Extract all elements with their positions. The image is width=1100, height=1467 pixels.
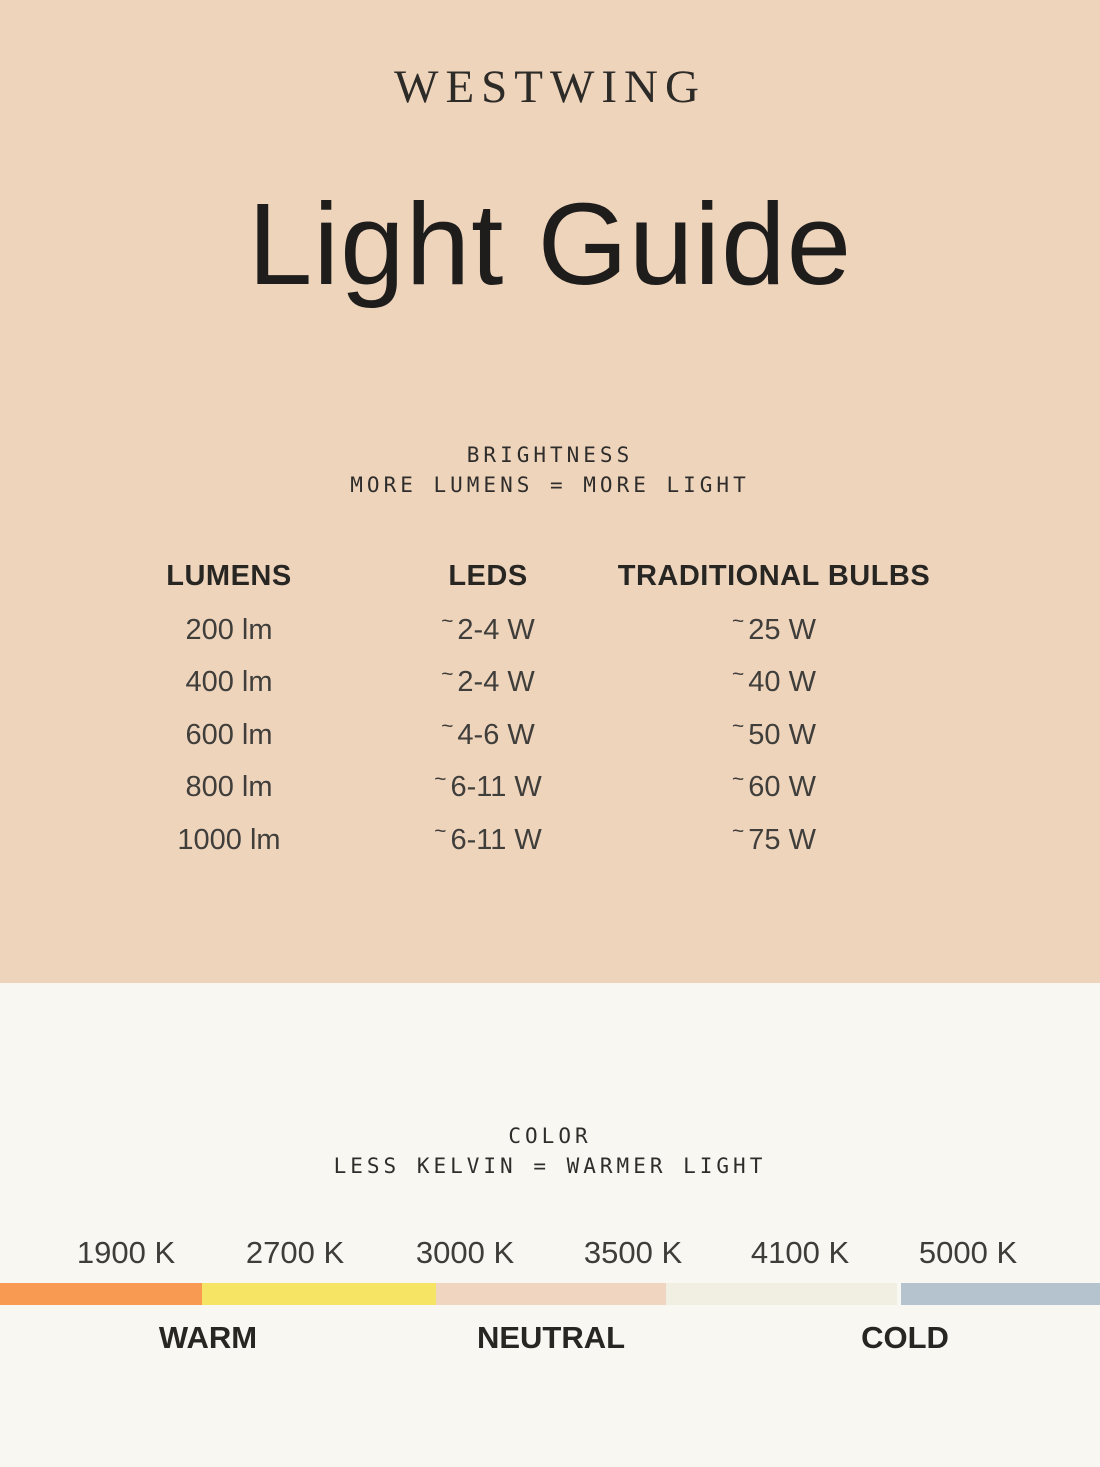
kelvin-label-3000: 3000 K — [415, 1235, 515, 1270]
lumens-table — [40, 548, 990, 867]
cell-traditional — [558, 762, 990, 815]
cell-lumens: 600 lm — [185, 718, 273, 751]
brightness-subheading: MORE LUMENS = MORE LIGHT — [350, 473, 750, 497]
column-header-traditional-bulbs: TRADITIONAL BULBS — [617, 559, 931, 592]
kelvin-label-5000: 5000 K — [918, 1235, 1018, 1270]
cell-lumens: 200 lm — [185, 613, 273, 646]
approx-tilde: ~ — [732, 715, 745, 739]
approx-tilde: ~ — [732, 610, 745, 634]
kelvin-label-3500: 3500 K — [583, 1235, 683, 1270]
cell-leds — [418, 709, 558, 762]
approx-tilde: ~ — [441, 715, 454, 739]
brightness-heading-block — [0, 440, 1100, 500]
cell-lumens: 1000 lm — [177, 823, 281, 856]
brand-logo: WESTWING — [394, 61, 706, 113]
cell-leds — [418, 762, 558, 815]
scale-segment-warm-yellow — [202, 1283, 436, 1305]
cell-leds-value: 6-11 W — [450, 771, 542, 804]
cell-traditional — [558, 604, 990, 657]
scale-segment-cold-blue — [901, 1283, 1100, 1305]
cell-lumens: 400 lm — [185, 666, 273, 699]
kelvin-label-1900: 1900 K — [76, 1235, 176, 1270]
cell-traditional-value: 50 W — [748, 718, 816, 751]
cell-traditional — [558, 709, 990, 762]
approx-tilde: ~ — [732, 767, 745, 791]
approx-tilde: ~ — [434, 767, 447, 791]
cell-traditional-value: 40 W — [748, 666, 816, 699]
temperature-scale-bar — [0, 1283, 1100, 1305]
cell-traditional-value: 75 W — [748, 823, 816, 856]
scale-segment-neutral-peach — [436, 1283, 666, 1305]
approx-tilde: ~ — [732, 820, 745, 844]
cell-leds-value: 6-11 W — [450, 823, 542, 856]
color-heading: COLOR — [508, 1124, 592, 1148]
cell-leds — [418, 604, 558, 657]
cell-traditional — [558, 814, 990, 867]
color-heading-block — [0, 1121, 1100, 1181]
kelvin-label-2700: 2700 K — [245, 1235, 345, 1270]
scale-segment-neutral-cream — [666, 1283, 897, 1305]
approx-tilde: ~ — [732, 662, 745, 686]
page-title: Light Guide — [247, 179, 853, 309]
cell-traditional-value: 25 W — [748, 613, 816, 646]
cell-leds-value: 4-6 W — [457, 718, 535, 751]
color-subheading: LESS KELVIN = WARMER LIGHT — [333, 1154, 767, 1178]
cell-traditional-value: 60 W — [748, 771, 816, 804]
zone-label-neutral: NEUTRAL — [476, 1320, 626, 1355]
cell-leds-value: 2-4 W — [457, 613, 535, 646]
kelvin-label-4100: 4100 K — [750, 1235, 850, 1270]
zone-label-cold: COLD — [861, 1320, 949, 1355]
cell-leds — [418, 657, 558, 710]
column-header-leds: LEDS — [448, 559, 528, 592]
color-section-background — [0, 983, 1100, 1467]
kelvin-scale-labels — [0, 1236, 1100, 1270]
temperature-zone-labels — [0, 1320, 1100, 1356]
approx-tilde: ~ — [434, 820, 447, 844]
zone-label-warm: WARM — [158, 1320, 258, 1355]
cell-leds-value: 2-4 W — [457, 666, 535, 699]
scale-segment-warm-orange — [0, 1283, 202, 1305]
cell-leds — [418, 814, 558, 867]
approx-tilde: ~ — [441, 610, 454, 634]
approx-tilde: ~ — [441, 662, 454, 686]
column-header-lumens: LUMENS — [166, 559, 292, 592]
cell-lumens: 800 lm — [185, 771, 273, 804]
brightness-heading: BRIGHTNESS — [466, 443, 634, 467]
cell-traditional — [558, 657, 990, 710]
